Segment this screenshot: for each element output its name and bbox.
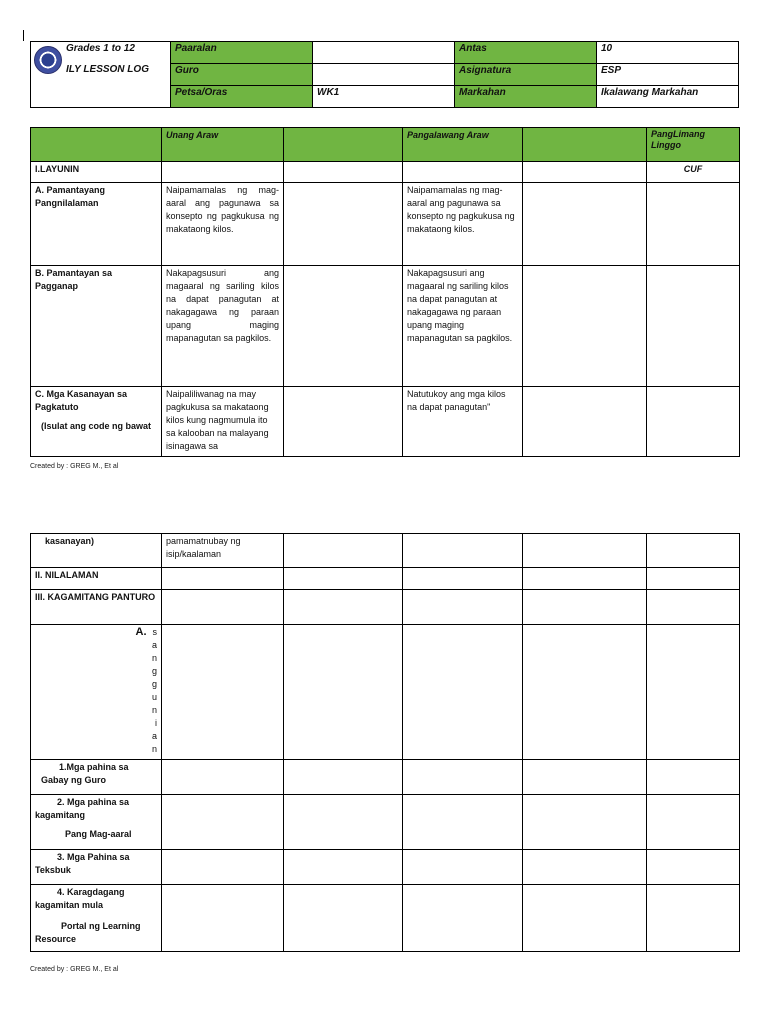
cell[interactable] bbox=[403, 760, 523, 795]
cell[interactable] bbox=[403, 795, 523, 850]
asignatura-field[interactable]: ESP bbox=[597, 64, 739, 86]
cell[interactable] bbox=[284, 795, 403, 850]
karagdagang-line2: Portal ng Learning Resource bbox=[35, 921, 141, 944]
cell[interactable] bbox=[284, 266, 403, 387]
cell[interactable] bbox=[403, 850, 523, 885]
kagamitan-heading: III. KAGAMITANG PANTURO bbox=[31, 590, 162, 625]
vert-char: s bbox=[152, 627, 157, 637]
cell[interactable] bbox=[403, 885, 523, 952]
cell[interactable] bbox=[162, 625, 284, 760]
cell[interactable] bbox=[284, 387, 403, 457]
cell[interactable] bbox=[523, 590, 647, 625]
cell[interactable] bbox=[284, 590, 403, 625]
cell[interactable] bbox=[523, 795, 647, 850]
vert-char: n bbox=[151, 744, 157, 754]
antas-field[interactable]: 10 bbox=[597, 42, 739, 64]
cell[interactable] bbox=[647, 568, 740, 590]
paaralan-field[interactable] bbox=[313, 42, 455, 64]
cell[interactable] bbox=[162, 590, 284, 625]
lesson-log-title: ILY LESSON LOG bbox=[66, 64, 149, 75]
cell[interactable] bbox=[647, 183, 740, 266]
cuf-label: CUF bbox=[647, 162, 740, 183]
lesson-table-page2 bbox=[30, 533, 740, 952]
kagamitan-magaaral-line2: Pang Mag-aaral bbox=[65, 829, 132, 839]
cell[interactable] bbox=[647, 625, 740, 760]
layunin-heading: I.LAYUNIN bbox=[31, 162, 162, 183]
karagdagang-line1: 4. Karagdagang kagamitan mula bbox=[35, 887, 125, 910]
cont-day1-text[interactable]: pamamatnubay ng isip/kaalaman bbox=[162, 534, 284, 568]
gabay-guro-label: 1.Mga pahina sa Gabay ng Guro bbox=[31, 760, 162, 795]
cell[interactable] bbox=[284, 162, 403, 183]
row-label-c-note: (Isulat ang code ng bawat bbox=[41, 421, 152, 431]
cell[interactable] bbox=[284, 850, 403, 885]
col-header-day1: Unang Araw bbox=[162, 128, 284, 162]
sanggunian-letter-a: A. bbox=[135, 626, 147, 638]
petsa-field[interactable]: WK1 bbox=[313, 86, 455, 108]
cell[interactable] bbox=[162, 885, 284, 952]
cell[interactable] bbox=[523, 162, 647, 183]
cell[interactable] bbox=[403, 625, 523, 760]
cell[interactable] bbox=[162, 568, 284, 590]
guro-field[interactable] bbox=[313, 64, 455, 86]
kagamitan-magaaral-label bbox=[31, 795, 162, 850]
cell[interactable] bbox=[523, 760, 647, 795]
cell[interactable] bbox=[403, 590, 523, 625]
cell[interactable] bbox=[162, 795, 284, 850]
vert-char: g bbox=[151, 679, 157, 689]
cell[interactable] bbox=[284, 885, 403, 952]
vert-char: u bbox=[151, 692, 157, 702]
col-header-day2b bbox=[523, 128, 647, 162]
kasanayan-cont-label: kasanayan) bbox=[31, 534, 162, 568]
cell[interactable] bbox=[523, 885, 647, 952]
text-cursor bbox=[23, 30, 24, 41]
antas-label: Antas bbox=[455, 42, 597, 64]
paaralan-label: Paaralan bbox=[171, 42, 313, 64]
cell[interactable] bbox=[647, 885, 740, 952]
cell[interactable] bbox=[162, 760, 284, 795]
col-header-day5: PangLimang Linggo bbox=[647, 128, 740, 162]
cell[interactable] bbox=[523, 625, 647, 760]
karagdagang-label bbox=[31, 885, 162, 952]
footer-credit: Created by : GREG M., Et al bbox=[30, 966, 119, 973]
asignatura-label: Asignatura bbox=[455, 64, 597, 86]
cell[interactable] bbox=[284, 534, 403, 568]
cell[interactable] bbox=[523, 387, 647, 457]
markahan-label: Markahan bbox=[455, 86, 597, 108]
cell[interactable] bbox=[523, 850, 647, 885]
deped-seal-icon bbox=[34, 46, 62, 74]
cell[interactable] bbox=[284, 183, 403, 266]
b-day2-text[interactable]: Nakapagsusuri ang magaaral ng sariling kilos na dapat panagutan at nakagagawa ng paraan upang maging mapanagutan sa pagkilos. bbox=[403, 266, 523, 387]
c-day1-text[interactable]: Naipaliliwanag na may pagkukusa sa makataong kilos kung nagmumula ito sa kalooban na malayang isinagawa sa bbox=[162, 387, 284, 457]
vert-char: g bbox=[151, 666, 157, 676]
cell[interactable] bbox=[523, 568, 647, 590]
row-label-a: A. Pamantayang Pangnilalaman bbox=[31, 183, 162, 266]
cell[interactable] bbox=[523, 534, 647, 568]
vert-char: n bbox=[151, 653, 157, 663]
cell[interactable] bbox=[647, 266, 740, 387]
header-table bbox=[30, 41, 739, 108]
vert-char: a bbox=[151, 640, 157, 650]
lesson-table-page1 bbox=[30, 127, 740, 457]
cell[interactable] bbox=[284, 568, 403, 590]
sanggunian-label bbox=[31, 625, 162, 760]
b-day1-text[interactable]: Nakapagsusuri ang magaaral ng sariling kilos na dapat panagutan at nakagagawa ng paraan upang maging mapanagutan sa pagkilos. bbox=[162, 266, 284, 387]
cell[interactable] bbox=[284, 625, 403, 760]
vert-char: a bbox=[151, 731, 157, 741]
row-label-b: B. Pamantayan sa Pagganap bbox=[31, 266, 162, 387]
vert-char: i bbox=[155, 718, 157, 728]
logo-cell bbox=[31, 42, 171, 108]
col-header-day2: Pangalawang Araw bbox=[403, 128, 523, 162]
cell[interactable] bbox=[162, 162, 284, 183]
cell[interactable] bbox=[647, 387, 740, 457]
a-day1-text[interactable]: Naipamamalas ng mag-aaral ang pagunawa sa konsepto ng pagkukusa ng makataong kilos. bbox=[162, 183, 284, 266]
nilalaman-heading: II. NILALAMAN bbox=[31, 568, 162, 590]
cell[interactable] bbox=[403, 534, 523, 568]
kagamitan-magaaral-line1: 2. Mga pahina sa kagamitang bbox=[35, 797, 130, 820]
cell[interactable] bbox=[647, 850, 740, 885]
cell[interactable] bbox=[403, 568, 523, 590]
col-header-day1b bbox=[284, 128, 403, 162]
cell[interactable] bbox=[523, 266, 647, 387]
petsa-label: Petsa/Oras bbox=[171, 86, 313, 108]
grades-label: Grades 1 to 12 bbox=[66, 43, 135, 54]
vert-char: n bbox=[151, 705, 157, 715]
cell[interactable] bbox=[162, 850, 284, 885]
cell[interactable] bbox=[647, 590, 740, 625]
markahan-field[interactable]: Ikalawang Markahan bbox=[597, 86, 739, 108]
cell[interactable] bbox=[523, 183, 647, 266]
row-label-c bbox=[31, 387, 162, 457]
teksbuk-label: 3. Mga Pahina sa Teksbuk bbox=[31, 850, 162, 885]
c-day2-text[interactable]: Natutukoy ang mga kilos na dapat panagutan" bbox=[403, 387, 523, 457]
footer-credit: Created by : GREG M., Et al bbox=[30, 463, 119, 470]
col-header-empty bbox=[31, 128, 162, 162]
guro-label: Guro bbox=[171, 64, 313, 86]
cell[interactable] bbox=[647, 795, 740, 850]
cell[interactable] bbox=[284, 760, 403, 795]
row-label-c-title: C. Mga Kasanayan sa Pagkatuto bbox=[35, 389, 128, 412]
cell[interactable] bbox=[647, 534, 740, 568]
a-day2-text[interactable]: Naipamamalas ng mag-aaral ang pagunawa sa konsepto ng pagkukusa ng makataong kilos. bbox=[403, 183, 523, 266]
cell[interactable] bbox=[403, 162, 523, 183]
cell[interactable] bbox=[647, 760, 740, 795]
